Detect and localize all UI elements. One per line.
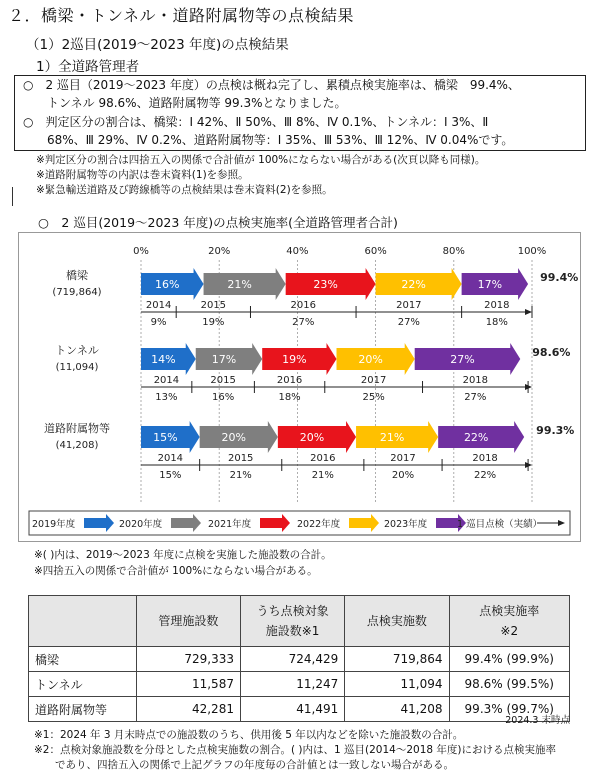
first-cycle-year: 2017: [360, 375, 387, 386]
first-cycle-year: 2015: [210, 375, 236, 386]
first-cycle-value: 16%: [211, 392, 235, 403]
bar-value-label: 19%: [282, 353, 307, 366]
note: ※判定区分の割合は四捨五入の関係で合計値が 100%にならない場合がある(次頁以降も同様)。: [36, 154, 486, 166]
legend-label: 2021年度: [208, 519, 252, 530]
first-cycle-year: 2016: [276, 375, 303, 386]
legend-label: 2022年度: [297, 519, 341, 530]
first-cycle-year: 2015: [227, 453, 254, 464]
category-label: 橋梁: [66, 269, 88, 282]
first-cycle-year: 2017: [390, 453, 416, 464]
summary-line: ○ 2 巡目（2019～2023 年度）の点検は概ね完了し、累積点検実施率は、橋梁 99.4%、: [23, 78, 520, 92]
first-cycle-arrowhead: [525, 309, 532, 315]
table-header-line: うち点検対象: [256, 604, 329, 618]
table-row: [29, 672, 570, 697]
legend-label: 2023年度: [384, 519, 428, 530]
bar-value-label: 20%: [299, 431, 325, 444]
legend-label: 2019年度: [32, 519, 76, 530]
axis-tick-label: 80%: [442, 246, 465, 257]
summary-line: ○ 判定区分の割合は、橋梁：Ⅰ 42%、Ⅱ 50%、Ⅲ 8%、Ⅳ 0.1%、トンネル：Ⅰ 3%、Ⅱ: [23, 115, 489, 129]
category-count: (41,208): [55, 440, 99, 451]
table-header-blank: [29, 596, 137, 647]
table-cell: 11,094: [345, 672, 449, 697]
bar-value-label: 20%: [358, 353, 383, 366]
table-header: [240, 596, 344, 647]
table-cell: 98.6% (99.5%): [449, 672, 569, 697]
table-header: 点検実施数: [345, 596, 449, 647]
inspection-summary-table: [28, 595, 570, 722]
table-cell: 729,333: [136, 647, 240, 672]
table-cell: 11,587: [136, 672, 240, 697]
category-count: (11,094): [55, 362, 99, 373]
table-cell: 11,247: [240, 672, 344, 697]
footnote: ※1：2024 年 3 月末時点での施設数のうち、供用後 5 年以内などを除いた施設数の合計。: [34, 729, 464, 741]
bar-value-label: 20%: [221, 431, 246, 444]
first-cycle-value: 27%: [464, 392, 487, 403]
first-cycle-year: 2016: [310, 453, 336, 464]
axis-tick-label: 60%: [364, 246, 387, 257]
table-header-row: [29, 596, 570, 647]
footnote: であり、四捨五入の関係で上記グラフの年度毎の合計値とは一致しない場合がある。: [34, 759, 454, 771]
first-cycle-value: 13%: [155, 392, 178, 403]
table-cell: トンネル: [29, 672, 137, 697]
bar-value-label: 21%: [227, 278, 252, 291]
bar-value-label: 15%: [153, 431, 178, 444]
bar-value-label: 22%: [463, 431, 489, 444]
table-header-line: 施設数※1: [265, 624, 320, 638]
summary-line: トンネル 98.6%、道路附属物等 99.3%となりました。: [23, 96, 347, 110]
first-cycle-value: 21%: [311, 470, 334, 481]
page-title: ２．橋梁・トンネル・道路附属物等の点検結果: [8, 6, 355, 25]
first-cycle-year: 2016: [290, 300, 316, 311]
axis-tick-label: 100%: [517, 246, 547, 257]
chart-frame: [18, 232, 581, 542]
table-header-line: 点検実施率: [479, 604, 540, 618]
chart-note: ※( )内は、2019～2023 年度に点検を実施した施設数の合計。: [34, 549, 332, 561]
section-subtitle: （1）2巡目(2019～2023 年度)の点検結果: [26, 37, 289, 53]
first-cycle-year: 2014: [145, 300, 172, 311]
first-cycle-value: 27%: [397, 317, 420, 328]
bar-value-label: 27%: [450, 353, 475, 366]
legend-label: 2020年度: [119, 519, 163, 530]
section-heading: 1）全道路管理者: [36, 59, 140, 75]
bar-value-label: 16%: [155, 278, 180, 291]
category-label: 道路附属物等: [44, 422, 110, 435]
bar-value-label: 17%: [477, 278, 503, 291]
category-label: トンネル: [55, 344, 99, 357]
first-cycle-year: 2015: [200, 300, 227, 311]
table-cell: 42,281: [136, 697, 240, 722]
first-cycle-value: 22%: [473, 470, 497, 481]
inspection-rate-chart: [19, 233, 580, 541]
axis-tick-label: 0%: [133, 246, 149, 257]
category-count: (719,864): [52, 287, 102, 298]
total-rate-label: 99.4%: [540, 271, 579, 284]
total-rate-label: 98.6%: [532, 346, 571, 359]
note: ※道路附属物等の内訳は巻末資料(1)を参照。: [36, 169, 249, 181]
footnote: ※2：点検対象施設数を分母とした点検実施数の割合。( )内は、1 巡目(2014～2018 年度)における点検実施率: [34, 744, 556, 756]
table-cell: 41,208: [345, 697, 449, 722]
chart-heading: ○ 2 巡目(2019～2023 年度)の点検実施率(全道路管理者合計): [38, 215, 398, 230]
legend-label: 1 巡目点検（実績）: [457, 519, 543, 530]
table-cell: 道路附属物等: [29, 697, 137, 722]
bar-value-label: 22%: [401, 278, 426, 291]
first-cycle-value: 9%: [150, 317, 167, 328]
first-cycle-value: 18%: [485, 317, 508, 328]
first-cycle-year: 2014: [153, 375, 180, 386]
first-cycle-value: 15%: [159, 470, 182, 481]
bar-value-label: 21%: [379, 431, 405, 444]
table-header-line: ※2: [500, 624, 519, 638]
chart-note: ※四捨五入の関係で合計値が 100%にならない場合がある。: [34, 565, 318, 577]
first-cycle-year: 2018: [484, 300, 510, 311]
axis-tick-label: 20%: [208, 246, 231, 257]
table-cell: 99.4% (99.9%): [449, 647, 569, 672]
table-cell: 99.3% (99.7%): [449, 697, 569, 722]
first-cycle-value: 21%: [229, 470, 252, 481]
table-row: [29, 697, 570, 722]
table-cell: 724,429: [240, 647, 344, 672]
first-cycle-year: 2017: [396, 300, 422, 311]
table-cell: 719,864: [345, 647, 449, 672]
axis-tick-label: 40%: [286, 246, 309, 257]
as-of-date: 2024.3 末時点: [505, 715, 570, 726]
table-header: [449, 596, 569, 647]
table-row: [29, 647, 570, 672]
first-cycle-value: 20%: [391, 470, 415, 481]
table-header: 管理施設数: [136, 596, 240, 647]
table-cell: 橋梁: [29, 647, 137, 672]
first-cycle-value: 27%: [292, 317, 315, 328]
summary-box: [14, 75, 586, 151]
note: ※緊急輸送道路及び跨線橋等の点検結果は巻末資料(2)を参照。: [36, 184, 333, 196]
bar-value-label: 23%: [313, 278, 338, 291]
summary-line: 68%、Ⅲ 29%、Ⅳ 0.2%、道路附属物等：Ⅰ 35%、Ⅲ 53%、Ⅲ 12%、Ⅳ 0.04%です。: [23, 133, 514, 147]
margin-marker: [12, 187, 13, 206]
first-cycle-value: 18%: [278, 392, 301, 403]
table-cell: 41,491: [240, 697, 344, 722]
first-cycle-value: 25%: [362, 392, 385, 403]
first-cycle-value: 19%: [202, 317, 225, 328]
bar-value-label: 14%: [151, 353, 176, 366]
first-cycle-year: 2018: [472, 453, 498, 464]
total-rate-label: 99.3%: [536, 424, 575, 437]
bar-value-label: 17%: [211, 353, 237, 366]
first-cycle-year: 2018: [462, 375, 489, 386]
first-cycle-year: 2014: [157, 453, 184, 464]
